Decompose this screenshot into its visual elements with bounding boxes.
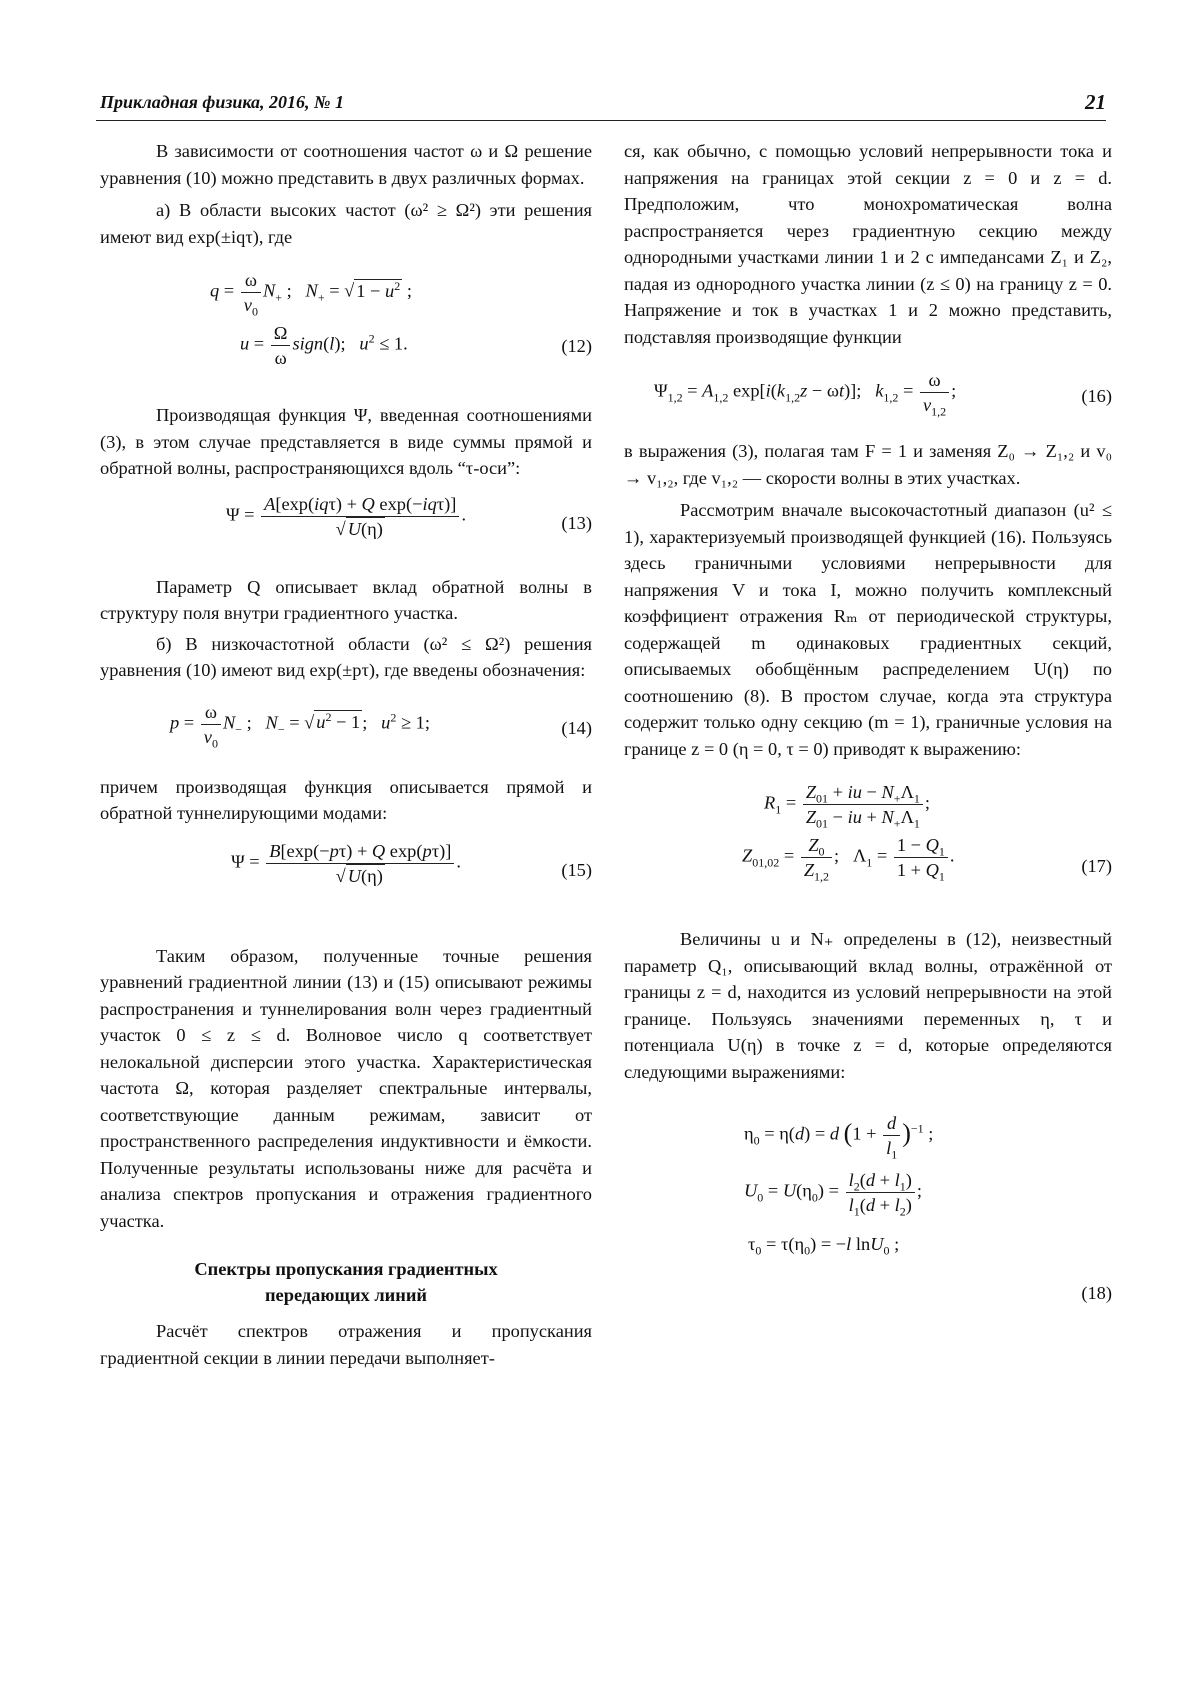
section-title (100, 1256, 592, 1308)
paragraph: В зависимости от соотношения частот ω и Ω решение уравнения (10) можно представить в двух различных формах. (100, 141, 592, 188)
paragraph: а) В области высоких частот (ω² ≥ Ω²) эти решения имеют вид exp(±iqτ), где (100, 200, 592, 247)
equation-body: Ψ = $\frac{\text{A[exp(iqτ) + Q exp(−iqτ)]}}{√ U(\eta)}$ . (225, 493, 467, 539)
header-rule (96, 120, 1106, 121)
paragraph: Рассмотрим вначале высокочастотный диапазон (u² ≤ 1), характеризуемый производящей функцией (16). Пользуясь здесь граничными условиями непрерывности для напряжения V и тока I, можно получить комплексный коэффициент отражения Rₘ от периодической структуры, содержащей m одинаковых градиентных секций, описываемых обобщённым распределением U(η) по соотношению (8). В простом случае, когда эта структура содержит только одну секцию (m = 1), граничные условия на границе z = 0 (η = 0, τ = 0) приводят к выражению: (624, 500, 1112, 759)
equation-number: (13) (561, 512, 592, 533)
journal-header: Прикладная физика, 2016, № 1 (100, 92, 345, 112)
right-column (624, 138, 1112, 1311)
paragraph: Таким образом, полученные точные решения уравнений градиентной линии (13) и (15) описывают режимы распространения и туннелирования волн через градиентный участок 0 ≤ z ≤ d. Волновое число q соответствует нелокальной дисперсии этого участка. Характеристическая частота Ω, которая разделяет спектральные интервалы, соответствующие данным режимам, зависит от пространственного распределения индуктивности и ёмкости. Полученные результаты использованы ниже для расчёта и анализа спектров пропускания и отражения градиентного участка. (100, 945, 592, 1231)
equation-number: (12) (561, 335, 592, 356)
paragraph: ся, как обычно, с помощью условий непрерывности тока и напряжения на границах этой секции z = 0 и z = d. Предположим, что монохроматическая волна распространяется через градиентную секцию между однородными участками линии 1 и 2 с импедансами Z₁ и Z₂, падая из однородного участка линии (z ≤ 0) на границу z = 0. Напряжение и ток в участках 1 и 2 можно представить, подставляя производящие функции (624, 141, 1112, 347)
equation-14 (100, 700, 592, 756)
equation-number: (18) (1081, 1282, 1112, 1303)
equation-number: (14) (561, 717, 592, 738)
equation-body: p = $\frac{\omega}{v_0}$ $N_-$ ; $N_-$ = √ $u^2 - 1$ ; $u^2 \ge 1$; (170, 701, 430, 751)
paragraph: Расчёт спектров отражения и пропускания градиентной секции в линии передачи выполняет- (100, 1321, 592, 1368)
equation-body: $\tau_0 = \tau(\eta_0) = -l$ lnU$_0$ ; (748, 1234, 900, 1258)
equation-body: $R_1$ = $\frac{Z_{01} + iu - N_+\Lambda_1}{Z_{01} - iu + N_+\Lambda_1}$ ; (764, 782, 931, 831)
equation-12 (100, 268, 592, 380)
equation-18 (624, 1111, 1112, 1311)
equation-15 (100, 839, 592, 901)
paragraph: Параметр Q описывает вклад обратной волны в структуру поля внутри градиентного участка. (100, 576, 592, 623)
equation-body: $U_0 = U(\eta_0)$ = $\frac{l_2(d + l_1)}{l_1(d + l_2)}$ ; (744, 1170, 922, 1219)
paragraph: причем производящая функция описывается прямой и обратной туннелирующими модами: (100, 776, 592, 823)
section-title-line: передающих линий (264, 1285, 428, 1305)
equation-body: Ψ = $\frac{\text{B[exp(−pτ) + Q exp(pτ)]}}{√ U(\eta)}$ . (231, 840, 461, 886)
equation-body: $\eta_0 = \eta(d) = d$ (1 + $\frac{d}{l_1}$ )$^{-1}$ ; (744, 1113, 934, 1162)
equation-body: q = $\frac{\omega}{v_0}$ $N_+$ ; $N_+$ = √ $1 - u^2$ ; (210, 270, 412, 319)
equation-16 (624, 368, 1112, 424)
left-column (100, 138, 592, 1371)
paragraph: в выражения (3), полагая там F = 1 и заменяя Z₀ → Z₁,₂ и v₀ → v₁,₂, где v₁,₂ — скорости волны в этих участках. (624, 441, 1112, 488)
section-title-line: Спектры пропускания градиентных (194, 1259, 498, 1279)
paragraph: Величины u и N₊ определены в (12), неизвестный параметр Q₁, описывающий вклад волны, отражённой от границы z = d, находится из условий непрерывности на этой границе. Пользуясь значениями переменных η, τ и потенциала U(η) в точке z = d, которые определяются следующими выражениями: (624, 929, 1112, 1082)
paragraph: б) В низкочастотной области (ω² ≤ Ω²) решения уравнения (10) имеют вид exp(±pτ), где введены обозначения: (100, 633, 592, 680)
paragraph: Производящая функция Ψ, введенная соотношениями (3), в этом случае представляется в виде суммы прямой и обратной волны, распространяющихся вдоль “τ-оси”: (100, 405, 592, 478)
equation-number: (16) (1081, 385, 1112, 406)
equation-number: (17) (1081, 855, 1112, 876)
equation-body: $Z_{01,02}$ = $\frac{Z_0}{Z_{1,2}}$ ; $\Lambda_1$ = $\frac{1 - Q_1}{1 + Q_1}$ . (742, 835, 955, 884)
page-number: 21 (1085, 90, 1106, 114)
equation-17 (624, 780, 1112, 900)
equation-13 (100, 492, 592, 554)
equation-body: u = $\frac{\Omega}{\omega}$ sign(l); $u^2 \le 1$. (240, 323, 408, 368)
equation-number: (15) (561, 859, 592, 880)
equation-body: $\Psi_{1,2} = A_{1,2}$ $\exp[i(k_{1,2}z - \omega t)]$; $k_{1,2}$ = $\frac{\omega}{v_{1,2}}$ ; (654, 370, 957, 419)
